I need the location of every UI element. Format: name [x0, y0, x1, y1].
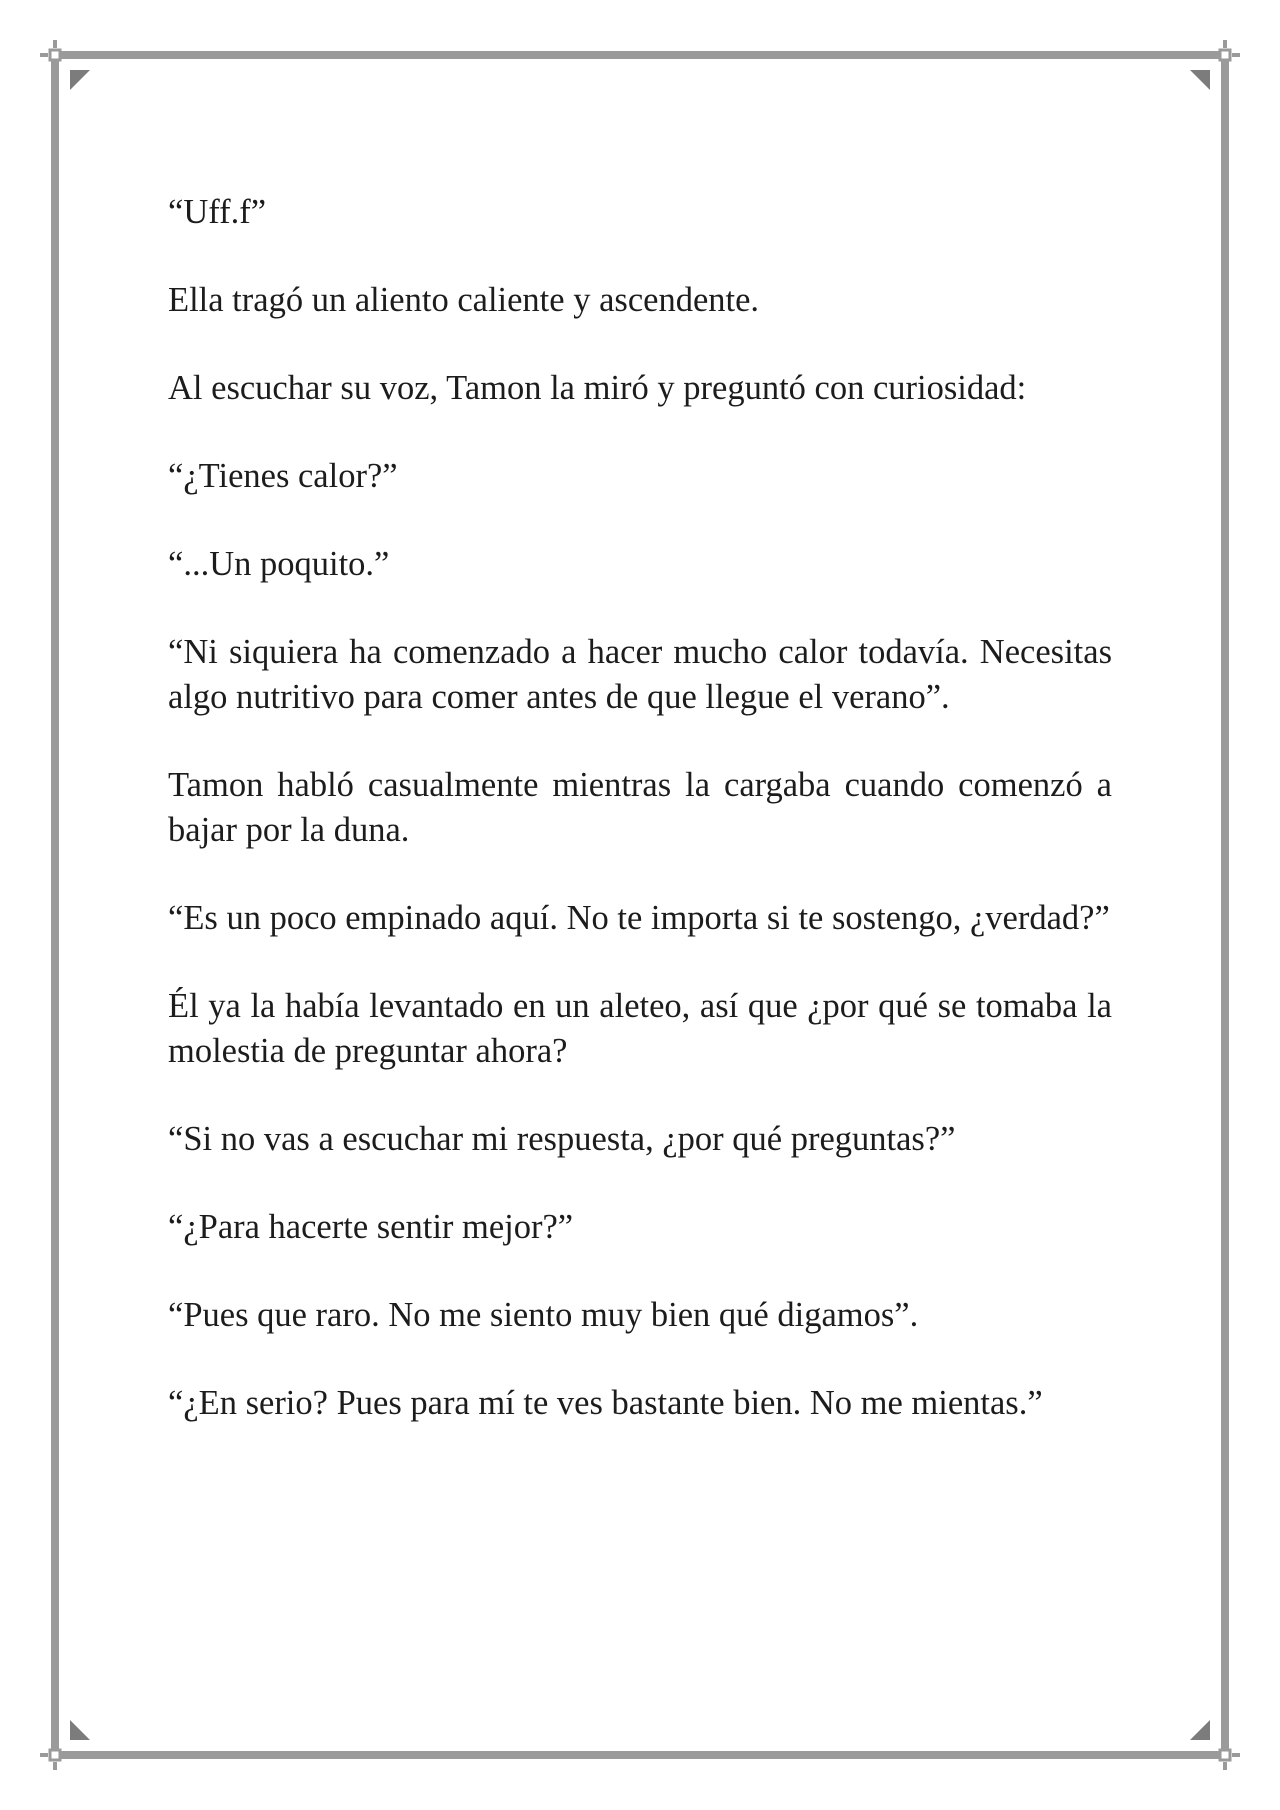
paragraph: “Uff.f”: [168, 193, 267, 231]
paragraph: “¿En serio? Pues para mí te ves bastante bien. No me mientas.”: [168, 1384, 1043, 1422]
corner-ornament-top-left: [70, 70, 90, 90]
paragraph: “Es un poco empinado aquí. No te importa si te sostengo, ¿verdad?”: [168, 899, 1110, 937]
corner-ornament-top-right: [1190, 70, 1210, 90]
paragraph: “Ni siquiera ha comenzado a hacer mucho calor todavía. Necesitas algo nutritivo para comer antes de que llegue el verano”.: [168, 633, 1112, 716]
paragraph: “¿Tienes calor?”: [168, 457, 398, 495]
paragraph: “Pues que raro. No me siento muy bien qué digamos”.: [168, 1296, 919, 1334]
paragraph: Él ya la había levantado en un aleteo, así que ¿por qué se tomaba la molestia de preguntar ahora?: [168, 987, 1112, 1070]
paragraph: “Si no vas a escuchar mi respuesta, ¿por qué preguntas?”: [168, 1120, 956, 1158]
page-body: [168, 190, 1112, 1469]
paragraph: “...Un poquito.”: [168, 545, 390, 583]
paragraph: Tamon habló casualmente mientras la cargaba cuando comenzó a bajar por la duna.: [168, 766, 1112, 849]
corner-ornament-bottom-left: [70, 1720, 90, 1740]
paragraph: Al escuchar su voz, Tamon la miró y preguntó con curiosidad:: [168, 369, 1027, 407]
corner-ornament-bottom-right: [1190, 1720, 1210, 1740]
paragraph: Ella tragó un aliento caliente y ascendente.: [168, 281, 760, 319]
paragraph: “¿Para hacerte sentir mejor?”: [168, 1208, 574, 1246]
